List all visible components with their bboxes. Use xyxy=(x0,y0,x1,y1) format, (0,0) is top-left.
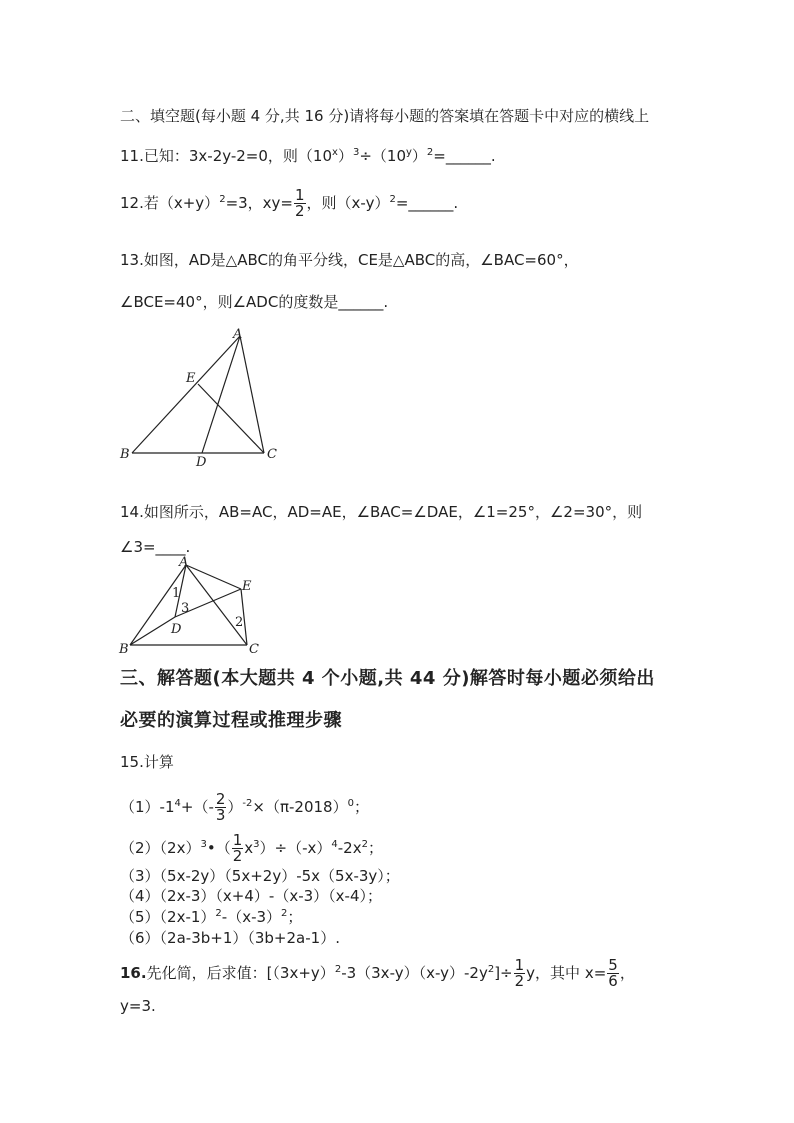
label-A: A xyxy=(179,555,189,570)
question-15-part5: $(5)(2x-1)^2-(x-3)^2$； xyxy=(120,908,303,926)
section3-heading-line2: 必要的演算过程或推理步骤 xyxy=(120,710,342,731)
figure-13-triangle xyxy=(115,325,285,470)
question-11: 11.已知：3x-2y-2=0，则$(10^x)^3\div(10^y)^2=\_\_\_\_\_\_$. xyxy=(120,147,496,165)
fraction-two-thirds: $\frac{2}{3}$ xyxy=(215,790,226,824)
label-E: E xyxy=(186,371,196,386)
question-16: 16.先化简，后求值：$[(3x+y)^2-3(3x-y)(x-y)-2y^2]\div$ $\frac{1}{2}$ y，其中 x= $\frac{5}{6}$ ， xyxy=(120,956,635,990)
question-14-line1: 14.如图所示，AB=AC，AD=AE，∠BAC=∠DAE，∠1=25°，∠2=30°，则 xyxy=(120,503,643,521)
question-15-part4: （4）（2x-3）（x+4）-（x-3）（x-4）； xyxy=(120,887,382,905)
section2-heading: 二、填空题(每小题 4 分,共 16 分)请将每小题的答案填在答题卡中对应的横线上 xyxy=(120,107,650,125)
question-16-line2: y=3. xyxy=(120,997,156,1015)
fraction-one-half: $\frac{1}{2}$ xyxy=(232,831,243,865)
question-15-part6: （6）（2a-3b+1）（3b+2a-1）. xyxy=(120,929,340,947)
fraction-five-sixths: $\frac{5}{6}$ xyxy=(608,956,618,990)
figure-14-triangles xyxy=(115,553,275,658)
label-C: C xyxy=(267,447,277,462)
question-13-line1: 13.如图，AD是△ABC的角平分线，CE是△ABC的高，∠BAC=60°， xyxy=(120,251,579,269)
angle-label-1: 1 xyxy=(172,586,181,601)
label-C: C xyxy=(249,642,259,657)
label-B: B xyxy=(120,447,130,462)
label-D: D xyxy=(196,455,207,470)
section3-heading-line1: 三、解答题(本大题共 4 个小题,共 44 分)解答时每小题必须给出 xyxy=(120,668,655,689)
question-15-part3: （3）（5x-2y）（5x+2y）-5x（5x-3y）； xyxy=(120,867,400,885)
label-A: A xyxy=(233,327,243,342)
question-15-title: 15.计算 xyxy=(120,753,174,771)
question-15-part2: $(2)(2x)^3•$（ $\frac{1}{2}$ $x^3)\div(-x)^4-2x^2$； xyxy=(120,831,383,865)
angle-label-2: 2 xyxy=(235,615,244,630)
label-B: B xyxy=(119,642,129,657)
angle-label-3: 3 xyxy=(181,601,190,616)
question-14-line2: ∠3=____. xyxy=(120,538,191,556)
question-15-part1: $(1)-1^4+(-$ $\frac{2}{3}$ ）$^{-2}\times(\pi-2018)^0$； xyxy=(120,790,369,824)
fraction-one-half: $\frac{1}{2}$ xyxy=(295,186,305,220)
question-12: 12.若$(x+y)^2=3$，xy= $\frac{1}{2}$ ，则$(x-y)^2=\_\_\_\_\_\_$. xyxy=(120,186,459,220)
label-E: E xyxy=(242,579,252,594)
question-16-number: 16. xyxy=(120,964,147,982)
label-D: D xyxy=(171,622,182,637)
question-13-line2: ∠BCE=40°，则∠ADC的度数是______. xyxy=(120,293,389,311)
fraction-one-half: $\frac{1}{2}$ xyxy=(514,956,525,990)
